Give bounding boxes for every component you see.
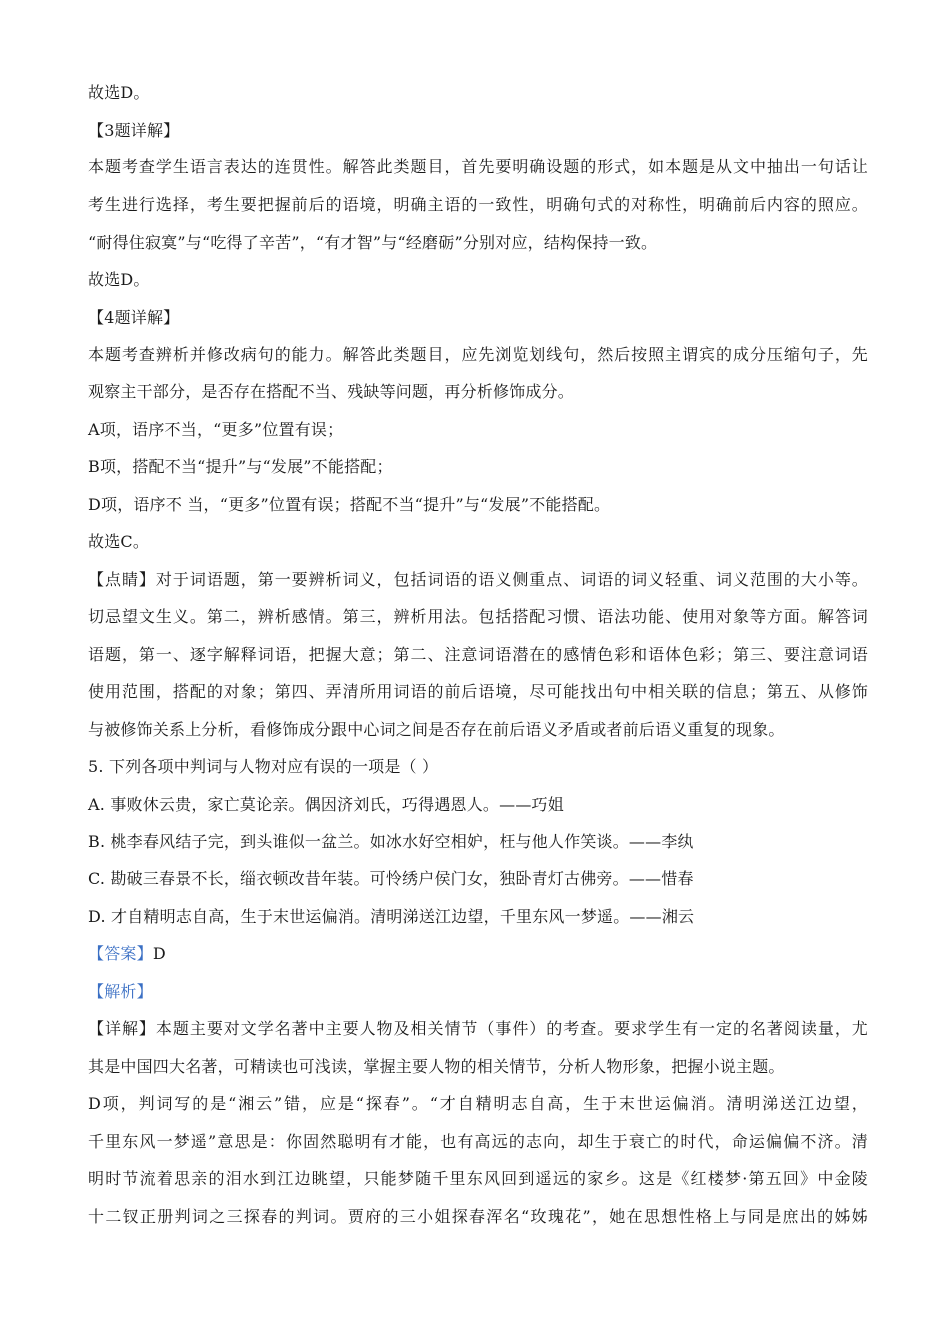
option-a: A. 事败休云贵，家亡莫论亲。偶因济刘氏，巧得遇恩人。——巧姐 [88,795,564,814]
question-stem: 5. 下列各项中判词与人物对应有误的一项是（ ） [88,757,439,776]
answer-line [88,944,868,964]
text-line: B项，搭配不当“提升”与“发展”不能搭配； [88,457,393,476]
text-line: D项，语序不 当，“更多”位置有误；搭配不当“提升”与“发展”不能搭配。 [88,495,611,514]
text-line: 观察主干部分，是否存在搭配不当、残缺等问题，再分析修饰成分。 [88,382,575,401]
detail-line: 【详解】本题主要对文学名著中主要人物及相关情节（事件）的考查。要求学生有一定的名著阅读量，尤 [88,1019,868,1038]
text-line: 使用范围，搭配的对象；第四、弄清所用词语的前后语境，尽可能找出句中相关联的信息；第五、从修饰 [88,682,868,701]
analysis-label: 【解析】 [88,982,153,1001]
answer-label: 【答案】 [88,944,153,963]
text-line: 本题考查辨析并修改病句的能力。解答此类题目，应先浏览划线句，然后按照主谓宾的成分压缩句子，先 [88,345,868,364]
text-line: 切忌望文生义。第二，辨析感情。第三，辨析用法。包括搭配习惯、语法功能、使用对象等方面。解答词 [88,607,868,626]
text-line: 故选C。 [88,532,150,551]
detail-line: D项，判词写的是“湘云”错，应是“探春”。“才自精明志自高，生于末世运偏消。清明涕送江边望， [88,1094,868,1113]
option-d: D. 才自精明志自高，生于末世运偏消。清明涕送江边望，千里东风一梦遥。——湘云 [88,907,695,926]
detail-line: 其是中国四大名著，可精读也可浅读，掌握主要人物的相关情节，分析人物形象，把握小说主题。 [88,1057,785,1076]
text-line: 【点睛】对于词语题，第一要辨析词义，包括词语的语义侧重点、词语的词义轻重、词义范围的大小等。 [88,570,868,589]
detail-line: 十二钗正册判词之三探春的判词。贾府的三小姐探春浑名“玫瑰花”，她在思想性格上与同是庶出的姊姊 [88,1207,868,1226]
section-heading: 【4题详解】 [88,308,180,327]
option-c: C. 勘破三春景不长，缁衣顿改昔年装。可怜绣户侯门女，独卧青灯古佛旁。——惜春 [88,869,694,888]
text-line: “耐得住寂寞”与“吃得了辛苦”，“有才智”与“经磨砺”分别对应，结构保持一致。 [88,233,658,252]
section-heading: 【3题详解】 [88,121,180,140]
detail-line: 明时节流着思亲的泪水到江边眺望，只能梦随千里东风回到遥远的家乡。这是《红楼梦·第五回》中金陵 [88,1169,868,1188]
text-line: A项，语序不当，“更多”位置有误； [88,420,344,439]
detail-line: 千里东风一梦遥”意思是：你固然聪明有才能，也有高远的志向，却生于衰亡的时代，命运偏偏不济。清 [88,1132,868,1151]
text-line: 故选D。 [88,83,150,102]
text-line: 本题考查学生语言表达的连贯性。解答此类题目，首先要明确设题的形式，如本题是从文中抽出一句话让 [88,157,868,176]
text-line: 考生进行选择，考生要把握前后的语境，明确主语的一致性，明确句式的对称性，明确前后内容的照应。 [88,195,868,214]
text-line: 语题，第一、逐字解释词语，把握大意；第二、注意词语潜在的感情色彩和语体色彩；第三、要注意词语 [88,645,868,664]
answer-value: D [152,944,166,963]
text-line: 与被修饰关系上分析，看修饰成分跟中心词之间是否存在前后语义矛盾或者前后语义重复的现象。 [88,720,785,739]
text-line: 故选D。 [88,270,150,289]
option-b: B. 桃李春风结子完，到头谁似一盆兰。如冰水好空相妒，枉与他人作笑谈。——李纨 [88,832,694,851]
